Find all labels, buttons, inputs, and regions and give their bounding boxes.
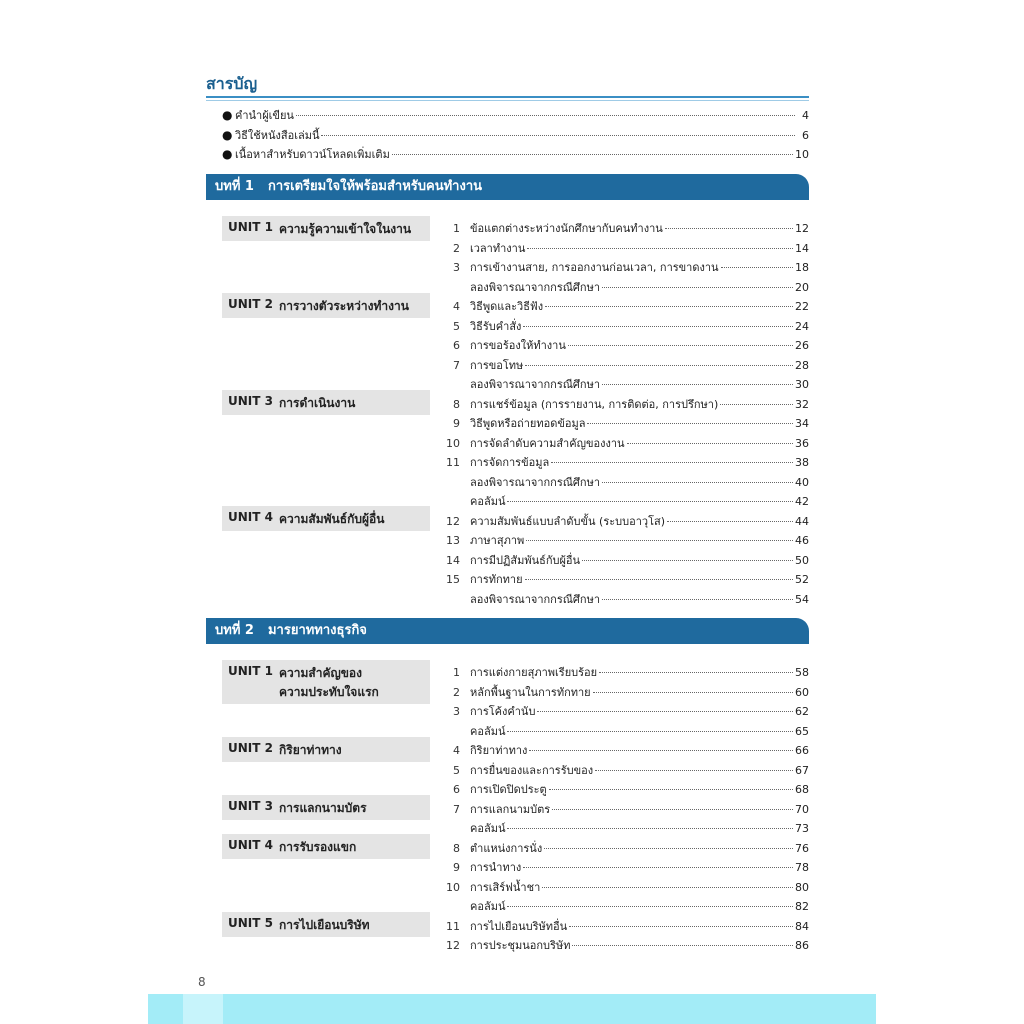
entry-title: การจัดการข้อมูล	[470, 456, 550, 469]
entry-title: การเปิดปิดประตู	[470, 783, 547, 796]
footer-accent	[183, 994, 223, 1024]
entry-title: ลองพิจารณาจากกรณีศึกษา	[470, 475, 601, 489]
entry-page: 22	[795, 300, 809, 313]
entry-title: เวลาทำงาน	[470, 241, 526, 255]
front-matter-page: 10	[795, 148, 809, 161]
dot-leader	[392, 154, 793, 155]
entry-page: 82	[795, 900, 809, 913]
entry-number: 6	[453, 339, 460, 352]
entry-page: 66	[795, 744, 809, 757]
entry-number: 11	[446, 456, 460, 469]
entry-page: 70	[795, 802, 809, 816]
entry-number: 2	[453, 241, 460, 255]
dot-leader	[507, 501, 793, 502]
toc-entry[interactable]	[440, 492, 809, 511]
unit-name	[279, 799, 367, 818]
dot-leader	[549, 789, 793, 790]
unit-name	[279, 297, 409, 316]
entry-title: การเข้างานสาย, การออกงานก่อนเวลา, การขาดงาน	[470, 261, 719, 274]
toc-entry[interactable]	[440, 375, 809, 394]
toc-entry[interactable]	[440, 839, 809, 858]
entry-number: 9	[453, 861, 460, 874]
entry-page: 26	[795, 339, 809, 352]
toc-entry[interactable]	[440, 434, 809, 453]
entry-number: 7	[453, 802, 460, 816]
toc-entry[interactable]	[440, 917, 809, 936]
entry-number: 12	[446, 939, 460, 952]
dot-leader	[602, 287, 793, 288]
entry-page: 65	[795, 724, 809, 738]
toc-entry[interactable]	[440, 878, 809, 897]
dot-leader	[507, 731, 793, 732]
toc-entry[interactable]	[440, 531, 809, 550]
unit-header[interactable]	[222, 795, 430, 820]
entry-title: การแต่งกายสุภาพเรียบร้อย	[470, 666, 598, 679]
toc-entry[interactable]	[440, 317, 809, 336]
entry-number: 5	[453, 763, 460, 777]
unit-header[interactable]	[222, 912, 430, 937]
dot-leader	[537, 711, 793, 712]
entry-title: การจัดลำดับความสำคัญของงาน	[470, 436, 625, 450]
bullet-icon: ●	[222, 147, 233, 161]
front-matter-item[interactable]	[222, 126, 809, 146]
entry-title: วิธีพูดหรือถ่ายทอดข้อมูล	[470, 417, 586, 430]
entry-number: 4	[453, 300, 460, 313]
entry-number: 1	[453, 666, 460, 679]
dot-leader	[542, 887, 793, 888]
entry-number: 3	[453, 705, 460, 718]
entry-page: 78	[795, 861, 809, 874]
toc-entry[interactable]	[440, 741, 809, 760]
bullet-icon: ●	[222, 108, 233, 122]
dot-leader	[587, 423, 793, 424]
entry-title: วิธีรับคำสั่ง	[470, 319, 522, 333]
front-matter-page: 4	[802, 109, 809, 122]
unit-name-line: ความสำคัญของ	[279, 666, 362, 680]
entry-title: คอลัมน์	[470, 724, 506, 738]
toc-entry[interactable]	[440, 258, 809, 277]
entry-title: ลองพิจารณาจากกรณีศึกษา	[470, 280, 601, 294]
unit-name-line: การวางตัวระหว่างทำงาน	[279, 299, 409, 313]
entry-number: 13	[446, 534, 460, 547]
unit-label: UNIT 1	[228, 664, 273, 678]
dot-leader	[507, 828, 793, 829]
entry-page: 54	[795, 592, 809, 606]
entry-page: 52	[795, 573, 809, 586]
unit-name-line: การรับรองแขก	[279, 840, 357, 854]
unit-name	[279, 220, 411, 239]
chapter-title: การเตรียมใจให้พร้อมสำหรับคนทำงาน	[267, 179, 483, 194]
unit-header[interactable]	[222, 216, 430, 241]
entry-title: ตำแหน่งการนั่ง	[470, 841, 543, 855]
entry-number: 11	[446, 919, 460, 933]
toc-entry[interactable]	[440, 278, 809, 297]
unit-name	[279, 916, 370, 935]
toc-entry[interactable]	[440, 702, 809, 721]
entry-page: 62	[795, 705, 809, 718]
title-rule-thin	[206, 100, 809, 101]
toc-entry[interactable]	[440, 551, 809, 570]
toc-entry[interactable]	[440, 473, 809, 492]
entry-title: การนำทาง	[470, 861, 522, 874]
unit-label: UNIT 2	[228, 297, 273, 311]
dot-leader	[572, 945, 793, 946]
entry-number: 10	[446, 436, 460, 450]
unit-header[interactable]	[222, 834, 430, 859]
entry-number: 4	[453, 744, 460, 757]
entry-number: 5	[453, 319, 460, 333]
entry-page: 32	[795, 397, 809, 411]
dot-leader	[720, 404, 793, 405]
entry-title: การมีปฏิสัมพันธ์กับผู้อื่น	[470, 553, 581, 567]
unit-name-line: ความสัมพันธ์กับผู้อื่น	[279, 512, 385, 526]
toc-entry[interactable]	[440, 590, 809, 609]
dot-leader	[545, 306, 793, 307]
entry-number: 1	[453, 222, 460, 235]
entry-title: ความสัมพันธ์แบบลำดับขั้น (ระบบอาวุโส)	[470, 514, 665, 528]
entry-title: คอลัมน์	[470, 822, 506, 835]
chapter-number: บทที่ 2	[215, 623, 254, 638]
toc-entry[interactable]	[440, 356, 809, 375]
entry-title: การยื่นของและการรับของ	[470, 763, 594, 777]
unit-label: UNIT 2	[228, 741, 273, 755]
entry-number: 12	[446, 514, 460, 528]
unit-name	[279, 664, 379, 702]
toc-entry[interactable]	[440, 722, 809, 741]
dot-leader	[552, 809, 793, 810]
dot-leader	[544, 848, 793, 849]
unit-name	[279, 510, 384, 529]
toc-entry[interactable]	[440, 336, 809, 355]
dot-leader	[523, 326, 793, 327]
dot-leader	[602, 599, 793, 600]
toc-entry[interactable]	[440, 239, 809, 258]
dot-leader	[595, 770, 793, 771]
bullet-icon: ●	[222, 127, 233, 142]
front-matter-page: 6	[802, 128, 809, 142]
front-matter-label: วิธีใช้หนังสือเล่มนี้	[235, 128, 320, 142]
entry-number: 8	[453, 397, 460, 411]
entry-page: 68	[795, 783, 809, 796]
dot-leader	[568, 345, 793, 346]
toc-entry[interactable]	[440, 761, 809, 780]
entry-page: 42	[795, 495, 809, 508]
toc-entry[interactable]	[440, 819, 809, 838]
dot-leader	[602, 482, 793, 483]
entry-page: 14	[795, 241, 809, 255]
entry-title: การเสิร์ฟน้ำชา	[470, 880, 541, 894]
entry-title: ภาษาสุภาพ	[470, 534, 525, 547]
entry-page: 76	[795, 841, 809, 855]
unit-header[interactable]	[222, 506, 430, 531]
entry-page: 84	[795, 919, 809, 933]
dot-leader	[551, 462, 793, 463]
toc-entry[interactable]	[440, 936, 809, 955]
dot-leader	[529, 750, 793, 751]
unit-name-line: ความรู้ความเข้าใจในงาน	[279, 222, 412, 236]
unit-label: UNIT 3	[228, 394, 273, 408]
toc-entry[interactable]	[440, 858, 809, 877]
entry-page: 58	[795, 666, 809, 679]
unit-label: UNIT 4	[228, 838, 273, 852]
unit-name	[279, 394, 355, 413]
unit-name-line: การไปเยือนบริษัท	[279, 918, 370, 932]
toc-entry[interactable]	[440, 683, 809, 702]
entry-title: ลองพิจารณาจากกรณีศึกษา	[470, 378, 601, 391]
dot-leader	[527, 248, 793, 249]
page-title: สารบัญ	[206, 74, 258, 93]
entry-page: 73	[795, 822, 809, 835]
entry-title: ข้อแตกต่างระหว่างนักศึกษากับคนทำงาน	[470, 222, 663, 235]
chapter-header[interactable]	[206, 618, 809, 644]
dot-leader	[599, 672, 793, 673]
unit-name-line: การดำเนินงาน	[279, 396, 356, 410]
entry-number: 6	[453, 783, 460, 796]
entry-title: ลองพิจารณาจากกรณีศึกษา	[470, 592, 601, 606]
title-rule	[206, 96, 809, 98]
chapter-number: บทที่ 1	[215, 179, 254, 194]
unit-label: UNIT 4	[228, 510, 273, 524]
toc-entry[interactable]	[440, 780, 809, 799]
toc-entry[interactable]	[440, 219, 809, 238]
dot-leader	[321, 135, 795, 136]
toc-entry[interactable]	[440, 414, 809, 433]
entry-page: 30	[795, 378, 809, 391]
unit-header[interactable]	[222, 660, 430, 704]
toc-entry[interactable]	[440, 897, 809, 916]
toc-entry[interactable]	[440, 297, 809, 316]
entry-title: การไปเยือนบริษัทอื่น	[470, 919, 568, 933]
front-matter-item[interactable]	[222, 145, 809, 165]
entry-number: 10	[446, 880, 460, 894]
unit-name-line: การแลกนามบัตร	[279, 801, 367, 815]
entry-page: 36	[795, 436, 809, 450]
toc-entry[interactable]	[440, 663, 809, 682]
unit-header[interactable]	[222, 293, 430, 318]
dot-leader	[593, 692, 793, 693]
entry-title: การขอโทษ	[470, 358, 524, 372]
entry-page: 12	[795, 222, 809, 235]
dot-leader	[507, 906, 793, 907]
entry-page: 60	[795, 685, 809, 699]
front-matter-item[interactable]	[222, 106, 809, 126]
entry-page: 44	[795, 514, 809, 528]
unit-header[interactable]	[222, 737, 430, 762]
toc-entry[interactable]	[440, 453, 809, 472]
unit-name-line: กิริยาท่าทาง	[279, 743, 342, 757]
chapter-header[interactable]	[206, 174, 809, 200]
front-matter-list	[222, 106, 809, 165]
entry-page: 46	[795, 534, 809, 547]
dot-leader	[296, 115, 795, 116]
dot-leader	[665, 228, 793, 229]
entry-number: 14	[446, 553, 460, 567]
entry-number: 7	[453, 358, 460, 372]
toc-entry[interactable]	[440, 570, 809, 589]
entry-page: 50	[795, 553, 809, 567]
unit-name	[279, 838, 356, 857]
entry-page: 38	[795, 456, 809, 469]
entry-number: 9	[453, 417, 460, 430]
unit-label: UNIT 3	[228, 799, 273, 813]
unit-label: UNIT 1	[228, 220, 273, 234]
dot-leader	[526, 540, 793, 541]
toc-entry[interactable]	[440, 395, 809, 414]
dot-leader	[525, 579, 793, 580]
front-matter-label: คำนำผู้เขียน	[235, 109, 294, 122]
dot-leader	[525, 365, 793, 366]
toc-entry[interactable]	[440, 512, 809, 531]
toc-entry[interactable]	[440, 800, 809, 819]
entry-title: กิริยาท่าทาง	[470, 744, 528, 757]
unit-name	[279, 741, 342, 760]
entry-title: การขอร้องให้ทำงาน	[470, 339, 566, 352]
unit-name-line: ความประทับใจแรก	[279, 685, 379, 699]
dot-leader	[582, 560, 793, 561]
entry-title: คอลัมน์	[470, 495, 506, 508]
entry-title: การประชุมนอกบริษัท	[470, 939, 571, 952]
entry-page: 28	[795, 358, 809, 372]
entry-title: การทักทาย	[470, 573, 523, 586]
entry-number: 8	[453, 841, 460, 855]
entry-title: คอลัมน์	[470, 900, 506, 913]
entry-title: หลักพื้นฐานในการทักทาย	[470, 685, 591, 699]
unit-header[interactable]	[222, 390, 430, 415]
entry-page: 80	[795, 880, 809, 894]
page-number: 8	[198, 975, 206, 989]
entry-page: 18	[795, 261, 809, 274]
footer-band	[148, 994, 876, 1024]
dot-leader	[627, 443, 793, 444]
unit-label: UNIT 5	[228, 916, 273, 930]
entry-number: 3	[453, 261, 460, 274]
entry-title: การโค้งคำนับ	[470, 705, 536, 718]
entry-page: 20	[795, 280, 809, 294]
entry-title: วิธีพูดและวิธีฟัง	[470, 300, 544, 313]
entry-number: 2	[453, 685, 460, 699]
entry-page: 24	[795, 319, 809, 333]
dot-leader	[523, 867, 793, 868]
entry-page: 67	[795, 763, 809, 777]
entry-number: 15	[446, 573, 460, 586]
entry-page: 40	[795, 475, 809, 489]
entry-title: การแชร์ข้อมูล (การรายงาน, การติดต่อ, การปรึกษา)	[470, 397, 719, 411]
dot-leader	[721, 267, 793, 268]
entry-page: 86	[795, 939, 809, 952]
chapter-title: มารยาททางธุรกิจ	[267, 623, 367, 638]
entry-page: 34	[795, 417, 809, 430]
entry-title: การแลกนามบัตร	[470, 802, 551, 816]
dot-leader	[602, 384, 793, 385]
dot-leader	[667, 521, 793, 522]
front-matter-label: เนื้อหาสำหรับดาวน์โหลดเพิ่มเติม	[235, 148, 390, 161]
dot-leader	[569, 926, 793, 927]
